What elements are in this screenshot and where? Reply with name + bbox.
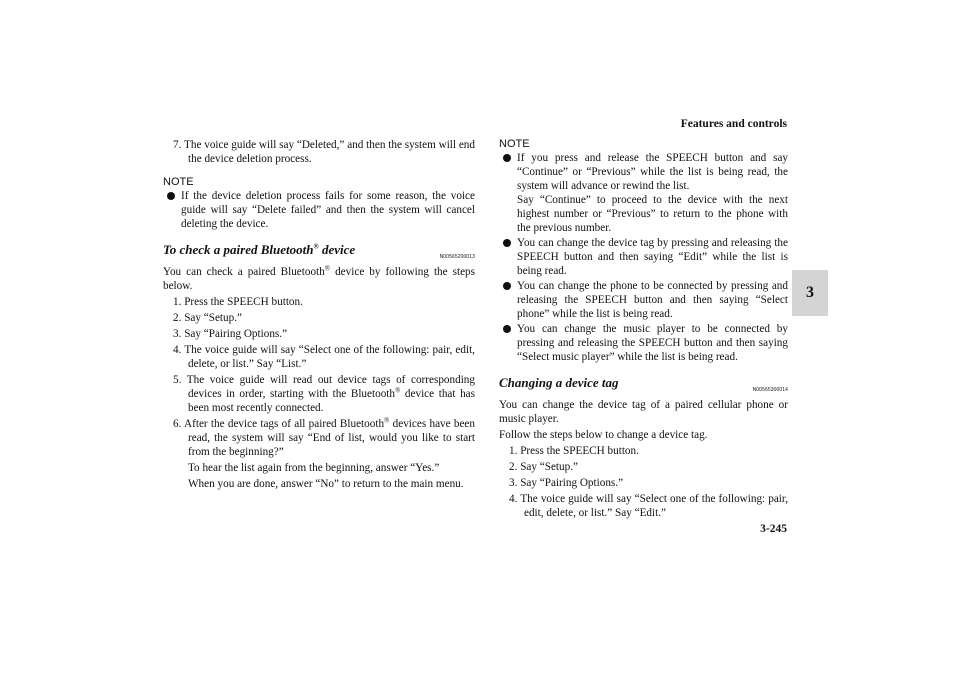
- step-item: 2. Say “Setup.”: [173, 312, 242, 324]
- section-heading: [499, 376, 788, 394]
- note-item: If you press and release the SPEECH button and say “Continue” or “Previous” while the list is being read, the system will advance or rewind the list. Say “Continue” to proceed to the device with the next highest number or “Previous” to return to the phone with the previous number.: [499, 151, 788, 235]
- bullet-icon: [503, 239, 511, 247]
- bullet-icon: [503, 154, 511, 162]
- note-item: You can change the music player to be connected by pressing and releasing the SPEECH button and then saying “Select music player” while the list is being read.: [499, 322, 788, 364]
- chapter-tab: 3: [792, 270, 828, 316]
- step-item: 1. Press the SPEECH button.: [509, 445, 639, 457]
- bullet-icon: [167, 192, 175, 200]
- section-heading: [163, 243, 475, 261]
- step-6-line: When you are done, answer “No” to return to the main menu.: [188, 478, 464, 490]
- note-item: You can change the phone to be connected by pressing and releasing the SPEECH button and then saying “Select phone” while the list is being read.: [499, 279, 788, 321]
- step-item: 4. The voice guide will say “Select one of the following: pair, edit, delete, or list.” Say “List.”: [173, 344, 475, 370]
- step-6-line: To hear the list again from the beginning, answer “Yes.”: [188, 462, 440, 474]
- header-title: Features and controls: [680, 118, 787, 130]
- note-label: NOTE: [499, 138, 530, 150]
- step-item: 4. The voice guide will say “Select one of the following: pair, edit, delete, or list.” Say “Edit.”: [509, 493, 788, 519]
- step-5: 5. The voice guide will read out device tags of corresponding devices in order, starting with the Bluetooth® device that has been most recently connected.: [173, 374, 475, 414]
- step-item: 2. Say “Setup.”: [509, 461, 578, 473]
- section-intro: You can check a paired Bluetooth® device by following the steps below.: [163, 264, 475, 292]
- note-item: You can change the device tag by pressing and releasing the SPEECH button and then saying “Edit” while the list is being read.: [499, 236, 788, 278]
- step-7: 7. The voice guide will say “Deleted,” and then the system will end the device deletion process.: [173, 139, 475, 165]
- section-title: Changing a device tag: [499, 375, 619, 390]
- right-column: [499, 138, 788, 522]
- step-item: 3. Say “Pairing Options.”: [173, 328, 288, 340]
- note-label: NOTE: [163, 176, 194, 188]
- step-6: 6. After the device tags of all paired Bluetooth® devices have been read, the system will say “End of list, would you like to start from the beginning?”: [173, 416, 475, 458]
- section-code: N00565200013: [439, 254, 475, 260]
- note-item: If the device deletion process fails for some reason, the voice guide will say “Delete failed” and then the system will cancel deleting the device.: [163, 189, 475, 231]
- step-item: 1. Press the SPEECH button.: [173, 296, 303, 308]
- section-code: N00565300014: [752, 387, 788, 393]
- section-intro: Follow the steps below to change a device tag.: [499, 429, 708, 441]
- page-number: 3-245: [760, 523, 787, 535]
- section-intro: You can change the device tag of a paired cellular phone or music player.: [499, 399, 788, 425]
- left-column: [163, 138, 475, 493]
- bullet-icon: [503, 325, 511, 333]
- bullet-icon: [503, 282, 511, 290]
- step-item: 3. Say “Pairing Options.”: [509, 477, 624, 489]
- section-title: To check a paired Bluetooth® device: [163, 242, 356, 257]
